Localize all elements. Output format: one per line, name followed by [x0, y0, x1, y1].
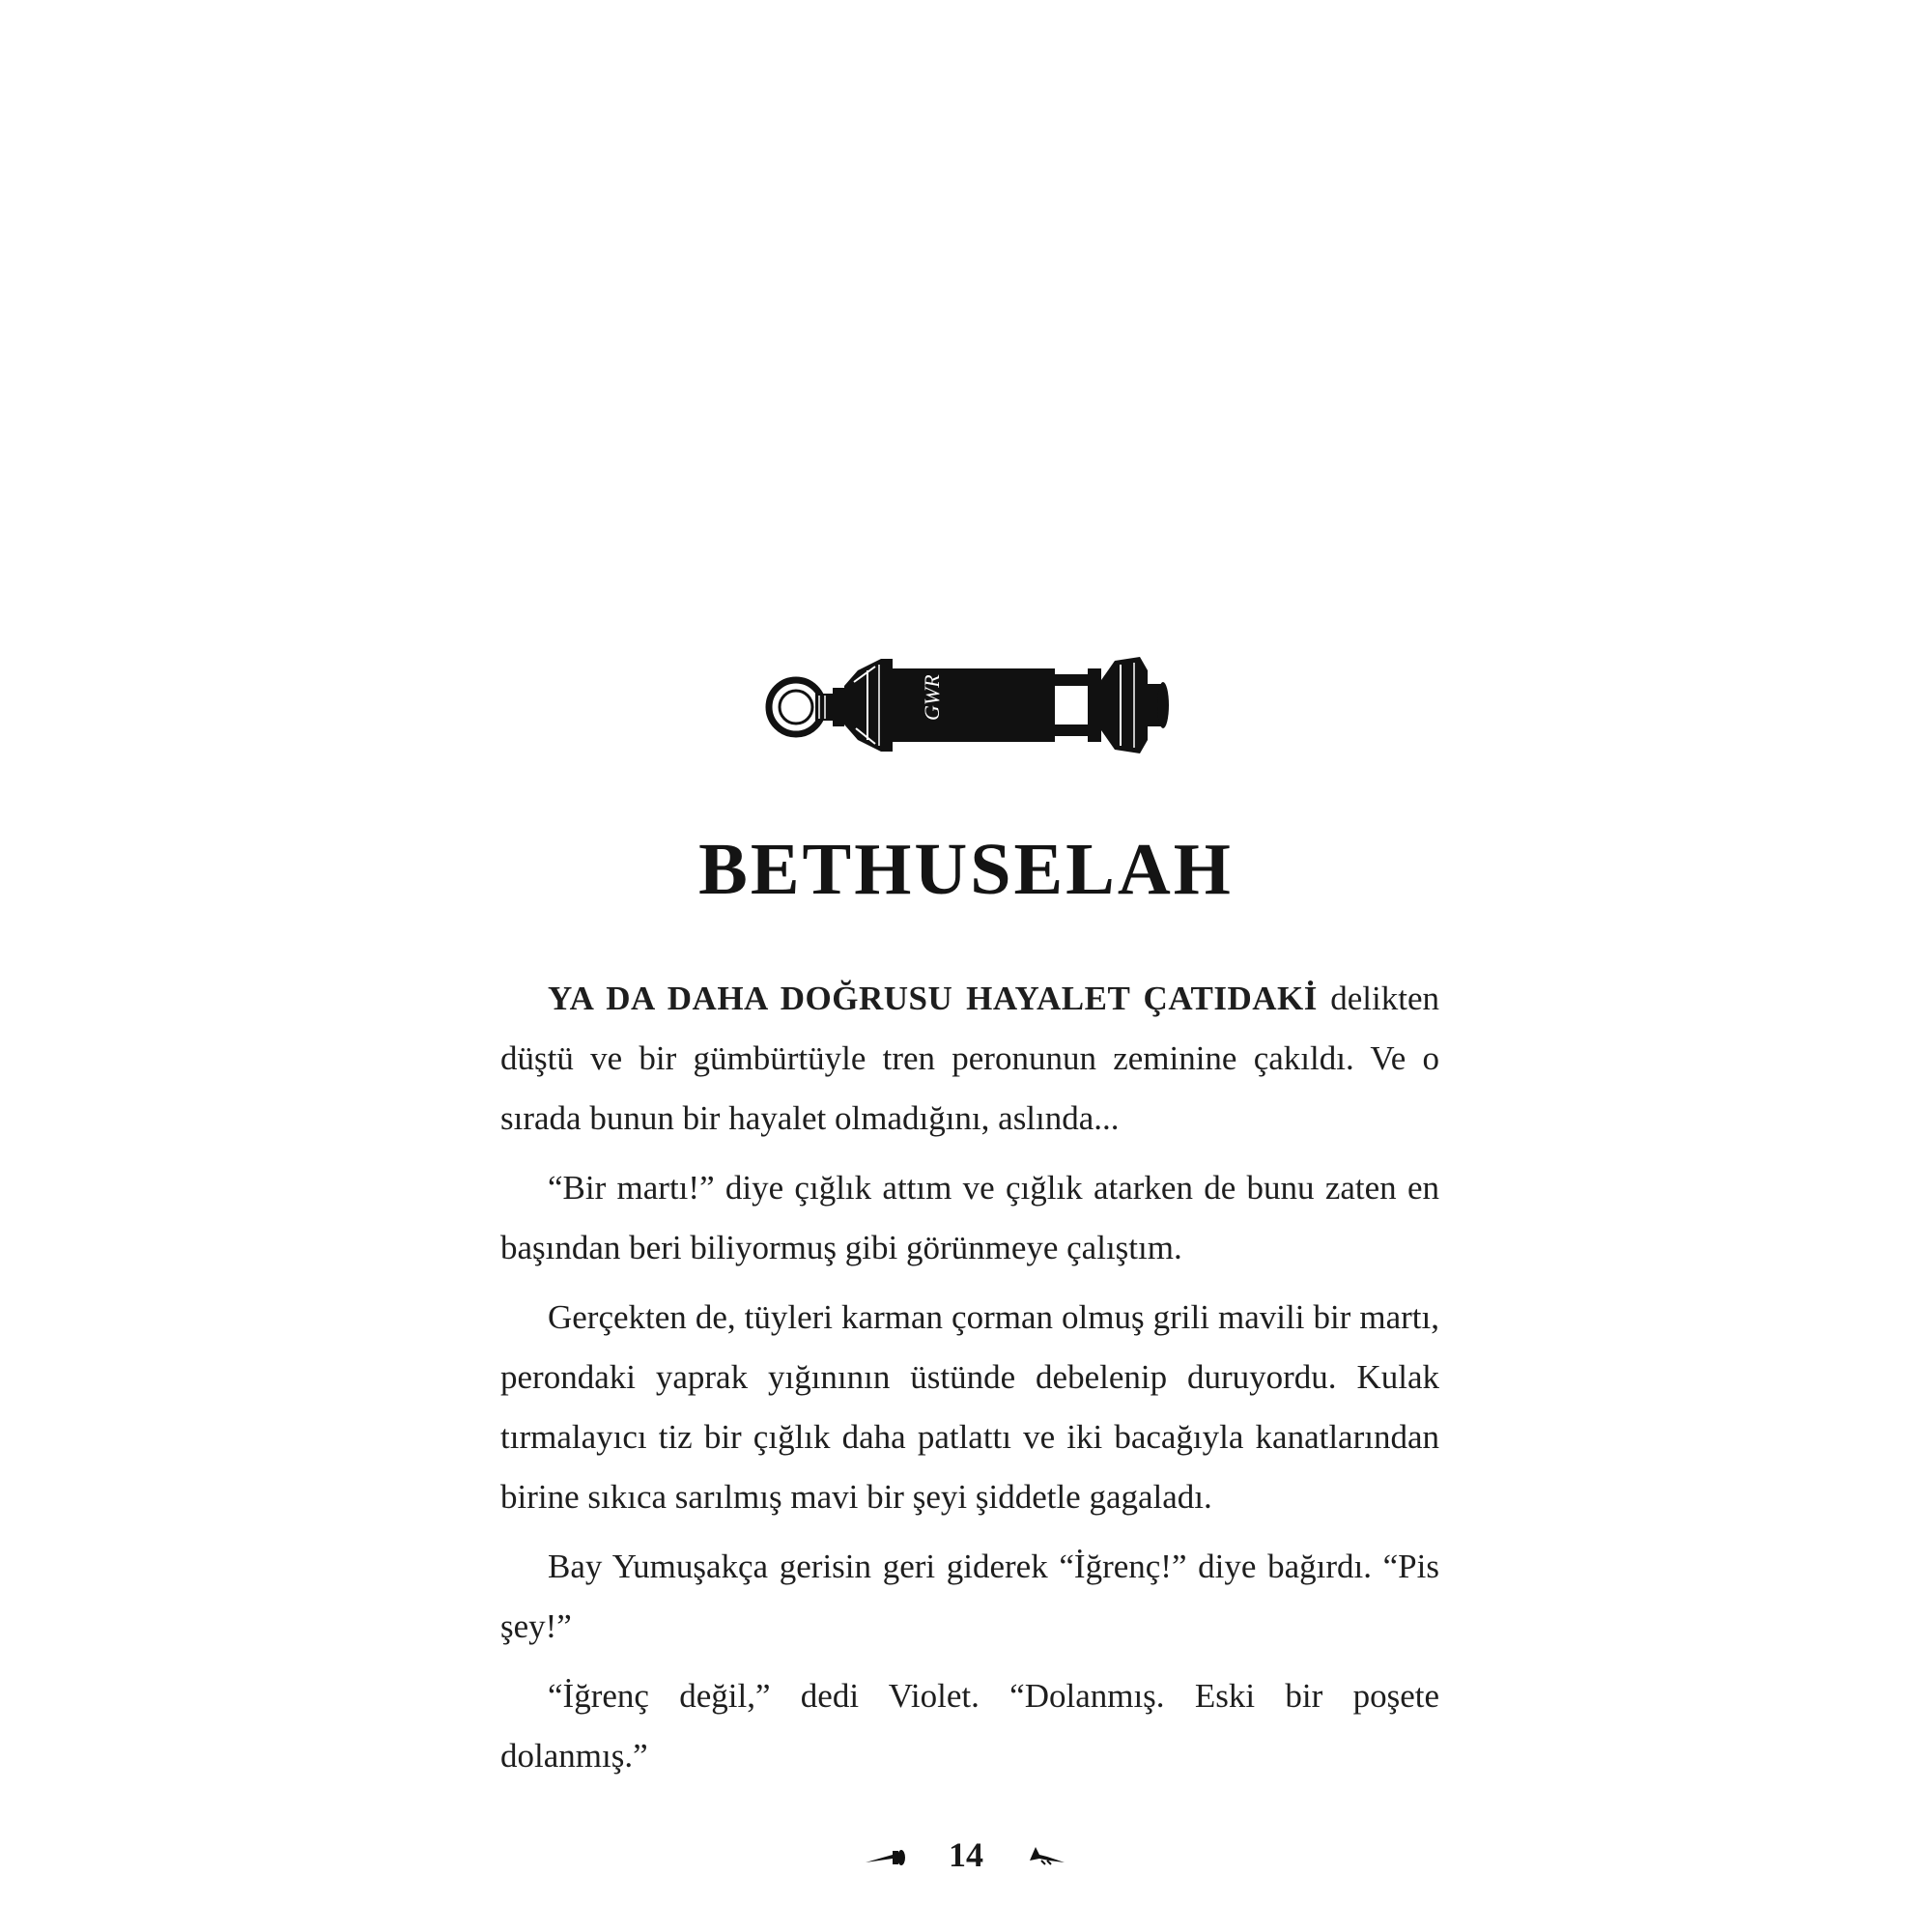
paragraph-text: delikten düştü ve bir gümbürtüyle tren peronunun zeminine çakıldı. Ve o sırada bunun bir hayalet olmadığını, aslında...	[500, 980, 1439, 1137]
paragraph-5: “İğrenç değil,” dedi Violet. “Dolanmış. Eski bir poşete dolanmış.”	[500, 1677, 1439, 1775]
chapter-body	[500, 969, 1439, 1796]
paragraph-4: Bay Yumuşakça gerisin geri giderek “İğrenç!” diye bağırdı. “Pis şey!”	[500, 1548, 1439, 1645]
whistle-icon	[761, 657, 1171, 753]
bird-ornament-icon	[1026, 1843, 1068, 1866]
page-footer	[0, 1826, 1932, 1884]
paragraph-3: Gerçekten de, tüyleri karman çorman olmuş grili mavili bir martı, perondaki yaprak yığınının üstünde debelenip duruyordu. Kulak tırmalayıcı tiz bir çığlık daha patlattı ve iki bacağıyla kanatlarından birine sıkıca sarılmış mavi bir şeyi şiddetle gagaladı.	[500, 1298, 1439, 1516]
paragraph-lead-in: YA DA DAHA DOĞRUSU HAYALET ÇATIDAKİ	[548, 980, 1318, 1017]
whistle-ornament-icon	[864, 1843, 906, 1866]
chapter-title: BETHUSELAH	[698, 829, 1234, 910]
whistle-engraving: GWR	[920, 674, 944, 721]
paragraph-2: “Bir martı!” diye çığlık attım ve çığlık atarken de bunu zaten en başından beri biliyormuş gibi görünmeye çalıştım.	[500, 1169, 1439, 1266]
paragraph-1	[500, 969, 1439, 1149]
page-number: 14	[949, 1835, 983, 1874]
